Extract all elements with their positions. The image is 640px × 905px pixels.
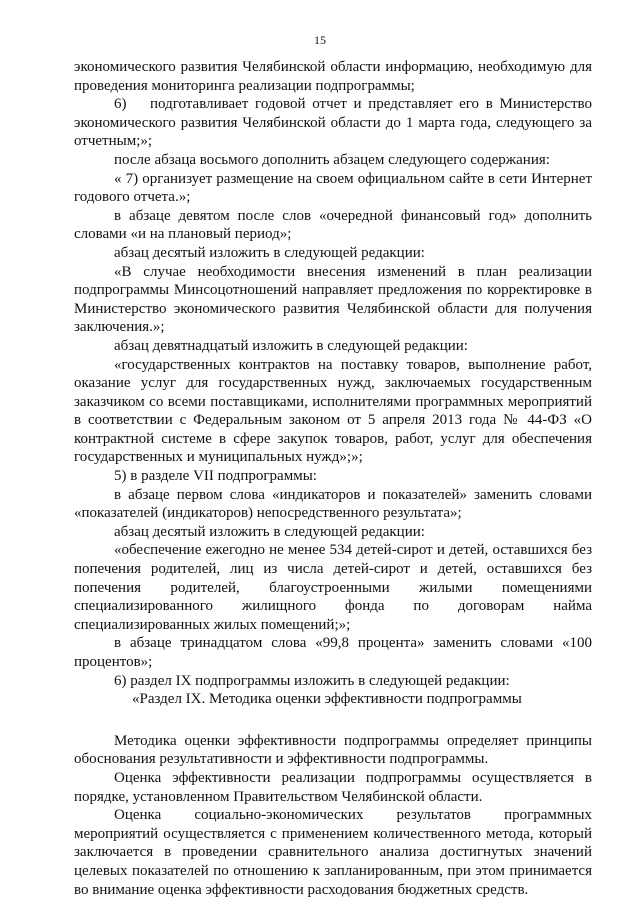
page-number: 15 [314,33,326,47]
paragraph-15: 6) раздел IX подпрограммы изложить в следующей редакции: [114,672,510,689]
section-heading: «Раздел IX. Методика оценки эффективности подпрограммы [132,691,522,708]
blank-line [74,709,592,732]
paragraph-5: в абзаце девятом после слов «очередной финансовый год» дополнить словами «и на плановый период»; [74,207,592,243]
paragraph-6: абзац десятый изложить в следующей редакции: [114,244,425,261]
paragraph-13: «обеспечение ежегодно не менее 534 детей-сирот и детей, оставшихся без попечения родителей, лиц из числа детей-сирот и детей, оставшихся без попечения родителей, благоустроенными жилыми помещениями специализированного жилищного фонда по договорам найма специализированных жилых помещений;»; [74,542,592,633]
paragraph-14: в абзаце тринадцатом слова «99,8 процента» заменить словами «100 процентов»; [74,635,592,670]
paragraph-16: Методика оценки эффективности подпрограммы определяет принципы обоснования результативности и эффективности подпрограммы. [74,732,592,768]
paragraph-7: «В случае необходимости внесения изменений в план реализации подпрограммы Минсоцотношений направляет предложения по корректировке в Министерство экономического развития Челябинской области для получения заключения.»; [74,263,592,336]
paragraph-8: абзац девятнадцатый изложить в следующей редакции: [114,337,468,354]
paragraph-2 [74,95,592,151]
paragraph-11: в абзаце первом слова «индикаторов и показателей» заменить словами «показателей (индикаторов) непосредственного результата»; [74,486,592,522]
paragraph-12: абзац десятый изложить в следующей редакции: [114,523,425,540]
paragraph-3: после абзаца восьмого дополнить абзацем следующего содержания: [114,151,550,168]
paragraph-17: Оценка эффективности реализации подпрограммы осуществляется в порядке, установленном Правительством Челябинской области. [74,769,592,805]
paragraph-18: Оценка социально-экономических результатов программных мероприятий осуществляется с применением количественного метода, который заключается в проведении сравнительного анализа достигнутых значений целевых показателей по отношению к запланированным, при этом принимается во внимание оценка эффективности расходования бюджетных средств. [74,807,592,898]
document-body [74,58,592,899]
paragraph-10: 5) в разделе VII подпрограммы: [114,468,317,485]
item-number: 6) [114,96,127,113]
paragraph-4: « 7) организует размещение на своем официальном сайте в сети Интернет годового отчета.»; [74,170,592,206]
paragraph-1: экономического развития Челябинской области информацию, необходимую для проведения мониторинга реализации подпрограммы; [74,59,592,94]
item-text: подготавливает годовой отчет и представляет его в Министерство экономического развития Челябинской области до 1 марта года, следующего за отчетным;»; [74,96,592,150]
paragraph-9: «государственных контрактов на поставку товаров, выполнение работ, оказание услуг для государственных нужд, заключаемых государственным заказчиком со всеми поставщиками, исполнителями программных мероприятий в соответствии с Федеральным законом от 5 апреля 2013 года № 44-ФЗ «О контрактной системе в сфере закупок товаров, работ, услуг для обеспечения государственных и муниципальных нужд»;»; [74,356,592,466]
